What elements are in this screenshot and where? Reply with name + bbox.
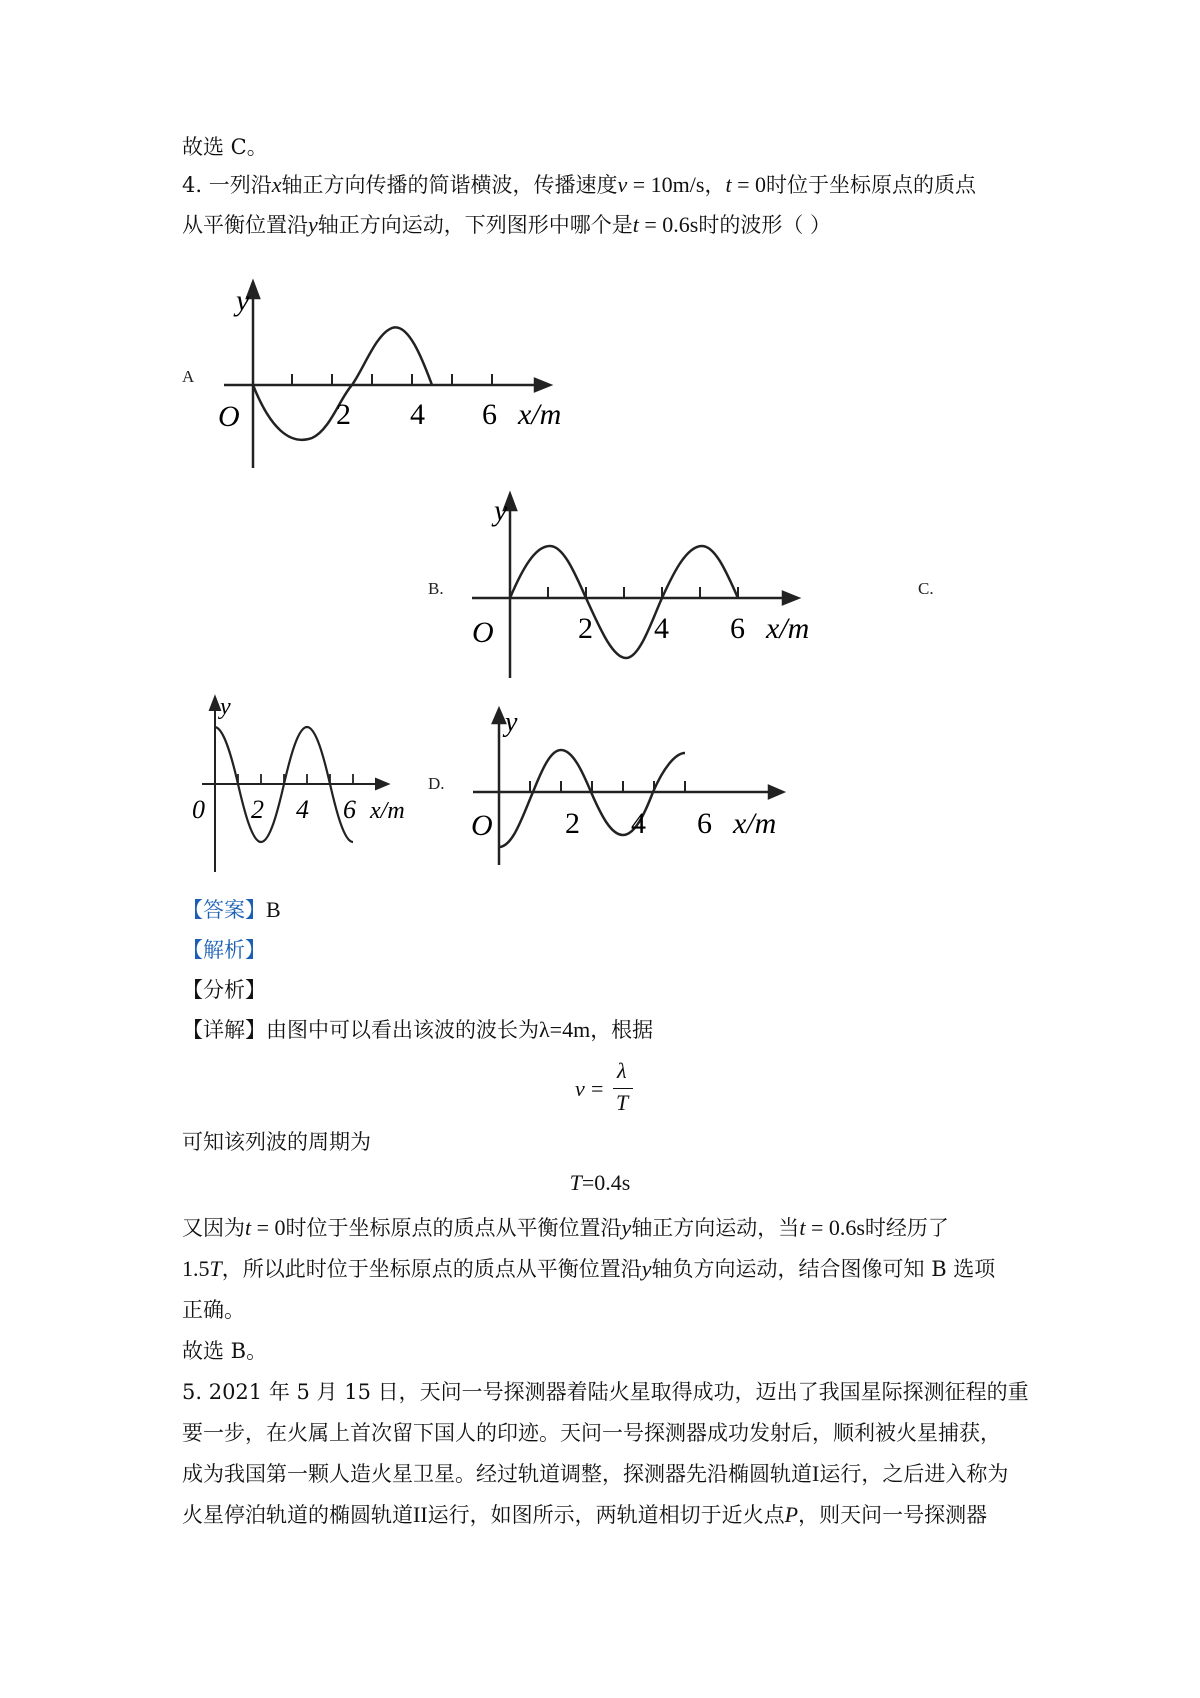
wave-curve [510, 546, 738, 658]
y-axis-label: y [220, 694, 231, 720]
tick-label-6: 6 [482, 398, 497, 431]
fraction-bar [613, 1088, 633, 1089]
tick-label-2: 2 [251, 795, 264, 824]
option-b-label: B. [428, 579, 444, 598]
final-answer: 故选 B。 [182, 1339, 268, 1363]
analysis-tag: 【解析】 [182, 938, 266, 962]
question-5-line-1: 5. 2021 年 5 月 15 日，天问一号探测器着陆火星取得成功，迈出了我国星际探测征程的重 [182, 1380, 1029, 1404]
graph-option-d [463, 705, 823, 885]
answer-tag: 【答案】 [182, 898, 266, 922]
tick-label-4: 4 [410, 398, 425, 431]
period-text: 可知该列波的周期为 [182, 1130, 371, 1154]
y-axis-label: y [505, 707, 518, 738]
wave-curve [499, 750, 685, 847]
y-axis-arrow [493, 709, 505, 723]
fenxi-tag: 【分析】 [182, 978, 266, 1002]
tick-label-4: 4 [296, 795, 309, 824]
option-a-label: A [182, 367, 195, 386]
y-axis-arrow [210, 697, 220, 710]
x-axis-arrow [769, 786, 783, 798]
option-c-label: C. [918, 579, 934, 598]
explain-line-3: 正确。 [182, 1298, 245, 1322]
tick-label-4: 4 [631, 807, 646, 840]
question-5-line-2: 要一步，在火属上首次留下国人的印迹。天问一号探测器成功发射后，顺利被火星捕获， [182, 1421, 1001, 1445]
option-d-label: D. [428, 774, 445, 793]
x-axis-label: x/m [518, 398, 562, 431]
origin-label: 0 [192, 795, 205, 824]
question-4-line-1: 4. 一列沿x轴正方向传播的简谐横波，传播速度v = 10m/s，t = 0时位于坐标原点的质点 [182, 172, 977, 197]
origin-label: O [472, 616, 494, 649]
detail-line: 【详解】由图中可以看出该波的波长为λ=4m，根据 [182, 1017, 654, 1042]
x-axis-label: x/m [733, 807, 777, 840]
y-axis-label: y [494, 494, 508, 527]
x-axis-label: x/m [766, 612, 810, 645]
question-5-line-4: 火星停泊轨道的椭圆轨道II运行，如图所示，两轨道相切于近火点P，则天问一号探测器 [182, 1502, 988, 1527]
tick-label-6: 6 [343, 795, 356, 824]
x-axis-label: x/m [370, 798, 405, 824]
detail-tag: 【详解】 [182, 1018, 266, 1042]
answer-value: B [266, 897, 281, 922]
origin-label: O [218, 400, 240, 433]
formula-v-lambda-over-t: v = λ T [575, 1058, 635, 1118]
tick-label-6: 6 [697, 807, 712, 840]
question-number: 4. [182, 173, 203, 197]
tick-label-2: 2 [336, 398, 351, 431]
tick-label-4: 4 [654, 612, 669, 645]
graph-option-a [210, 278, 590, 478]
origin-label: O [471, 809, 493, 842]
explain-line-2: 1.5T，所以此时位于坐标原点的质点从平衡位置沿y轴负方向运动，结合图像可知 B 选项 [182, 1256, 996, 1281]
answer-line [182, 896, 281, 924]
x-axis-arrow [376, 779, 388, 789]
tick-label-2: 2 [565, 807, 580, 840]
x-axis-arrow [535, 379, 550, 391]
formula-period: T=0.4s [569, 1170, 631, 1195]
question-4-line-2: 从平衡位置沿y轴正方向运动，下列图形中哪个是t = 0.6s时的波形（ ） [182, 212, 832, 237]
wavelength-value: λ=4m [539, 1017, 591, 1042]
explain-line-1: 又因为t = 0时位于坐标原点的质点从平衡位置沿y轴正方向运动，当t = 0.6s时经历了 [182, 1215, 949, 1240]
tick-label-6: 6 [730, 612, 745, 645]
graph-option-c [192, 692, 432, 882]
x-axis-arrow [783, 592, 798, 604]
question-5-line-3: 成为我国第一颗人造火星卫星。经过轨道调整，探测器先沿椭圆轨道I运行，之后进入称为 [182, 1461, 1009, 1486]
tick-label-2: 2 [578, 612, 593, 645]
y-axis-label: y [236, 284, 250, 317]
previous-answer-end: 故选 C。 [182, 135, 268, 159]
graph-option-b [458, 490, 838, 690]
